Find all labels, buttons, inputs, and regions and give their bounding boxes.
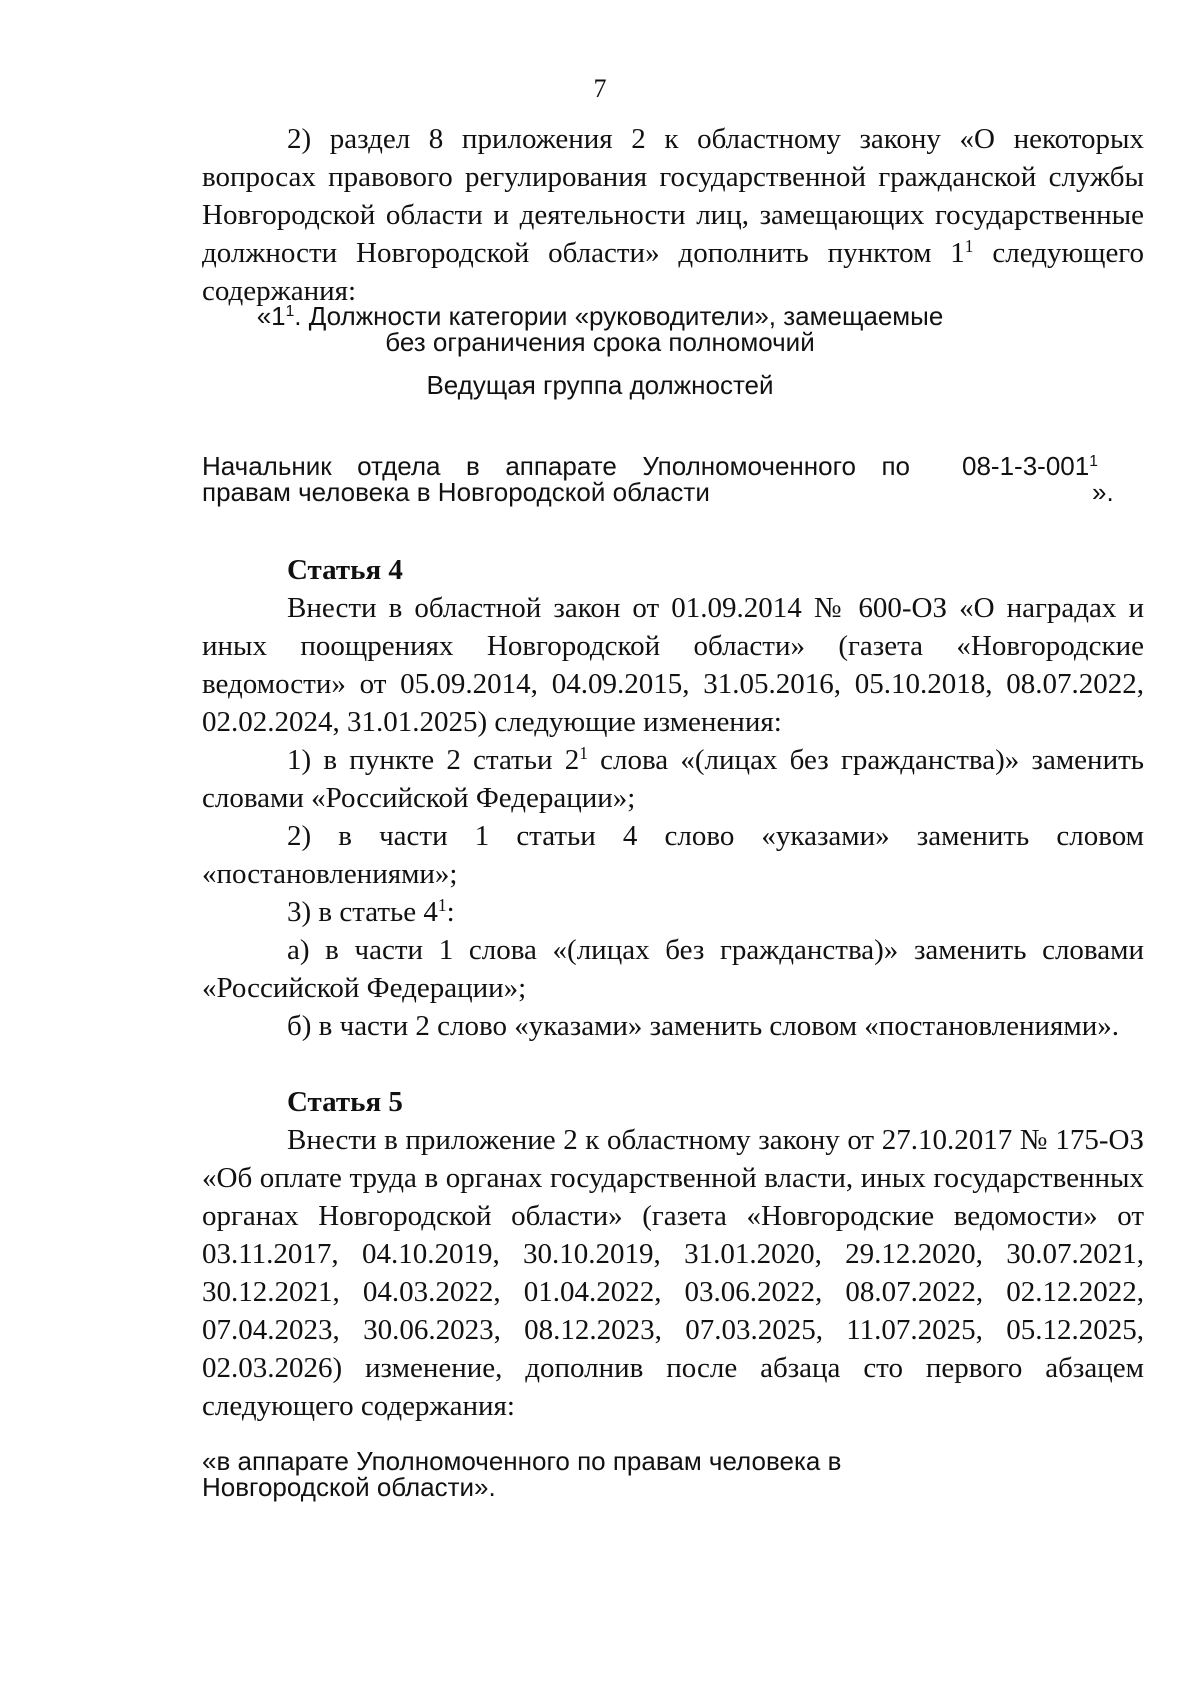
- article-4-heading: Статья 4: [287, 554, 403, 586]
- article-5-insert: [202, 1448, 841, 1500]
- article-4-body: [202, 589, 1144, 1045]
- article-5-intro: Внести в приложение 2 к областному закону от 27.10.2017 № 175-ОЗ «Об оплате труда в органах государственной власти, иных государственных органах Новгородской области» (газета «Новгородские ведомости» от 03.11.2017, 04.10.2019, 30.10.2019, 31.01.2020, 29.12.2020, 30.07.2021, 30.12.2021, 04.03.2022, 01.04.2022, 03.06.2022, 08.07.2022, 02.12.2022, 07.04.2023, 30.06.2023, 08.12.2023, 07.03.2025, 11.07.2025, 05.12.2025, 02.03.2026) изменение, дополнив после абзаца сто первого абзацем следующего содержания:: [202, 1124, 1144, 1422]
- insert-title-line1: «$1^1$. Должности категории «руководители», замещаемые: [256, 301, 944, 331]
- paragraph-text: следующего содержания:: [202, 237, 1144, 307]
- article-4-item-1: 1) в пункте 2 статьи $2^1$ слова «(лицах без гражданства)» заменить словами «Российской Федерации»;: [202, 743, 1144, 814]
- position-name-line1: Начальник отдела в аппарате Уполномоченного по: [202, 451, 910, 481]
- superscript: 1: [285, 303, 295, 321]
- superscript: 1: [1089, 453, 1098, 471]
- insert-title-line2: без ограничения срока полномочий: [385, 327, 815, 357]
- page-number: 7: [593, 74, 607, 103]
- superscript: 1: [964, 236, 974, 257]
- superscript: 1: [437, 895, 447, 916]
- group-title: Ведущая группа должностей: [426, 370, 774, 400]
- position-name: [202, 453, 910, 505]
- article-5-body: [202, 1121, 1144, 1425]
- article-4-sub-b: б) в части 2 слово «указами» заменить словом «постановлениями».: [287, 1010, 1119, 1042]
- article-4-sub-a: а) в части 1 слова «(лицах без гражданства)» заменить словами «Российской Федерации»;: [202, 934, 1144, 1004]
- superscript: 1: [579, 743, 588, 764]
- article-4-item-3: 3) в статье $4^1$:: [287, 895, 455, 928]
- article-5-insert-line2: Новгородской области».: [202, 1472, 496, 1502]
- paragraph-item-2: [202, 120, 1144, 310]
- article-4-intro: Внести в областной закон от 01.09.2014 № 600-ОЗ «О наградах и иных поощрениях Новгородской области» (газета «Новгородские ведомости» от 05.09.2014, 04.09.2015, 31.05.2016, 05.10.2018, 08.07.2022, 02.02.2024, 31.01.2025) следующие изменения:: [202, 592, 1144, 738]
- position-code: $08-1-3-001^1$: [962, 451, 1098, 481]
- article-4-item-2: 2) в части 1 статьи 4 слово «указами» заменить словом «постановлениями»;: [202, 820, 1144, 890]
- position-name-line2: правам человека в Новгородской области: [202, 477, 710, 507]
- closing-quote: ».: [1092, 477, 1114, 507]
- article-5-insert-line1: «в аппарате Уполномоченного по правам человека в: [202, 1446, 842, 1476]
- article-5-heading: Статья 5: [287, 1086, 403, 1118]
- paragraph-text: 2) раздел 8 приложения 2 к областному закону «О некоторых вопросах правового регулирования государственной гражданской службы Новгородской области и деятельности лиц, замещающих государственные должности Новгородской области» дополнить пунктом 1: [202, 123, 1144, 269]
